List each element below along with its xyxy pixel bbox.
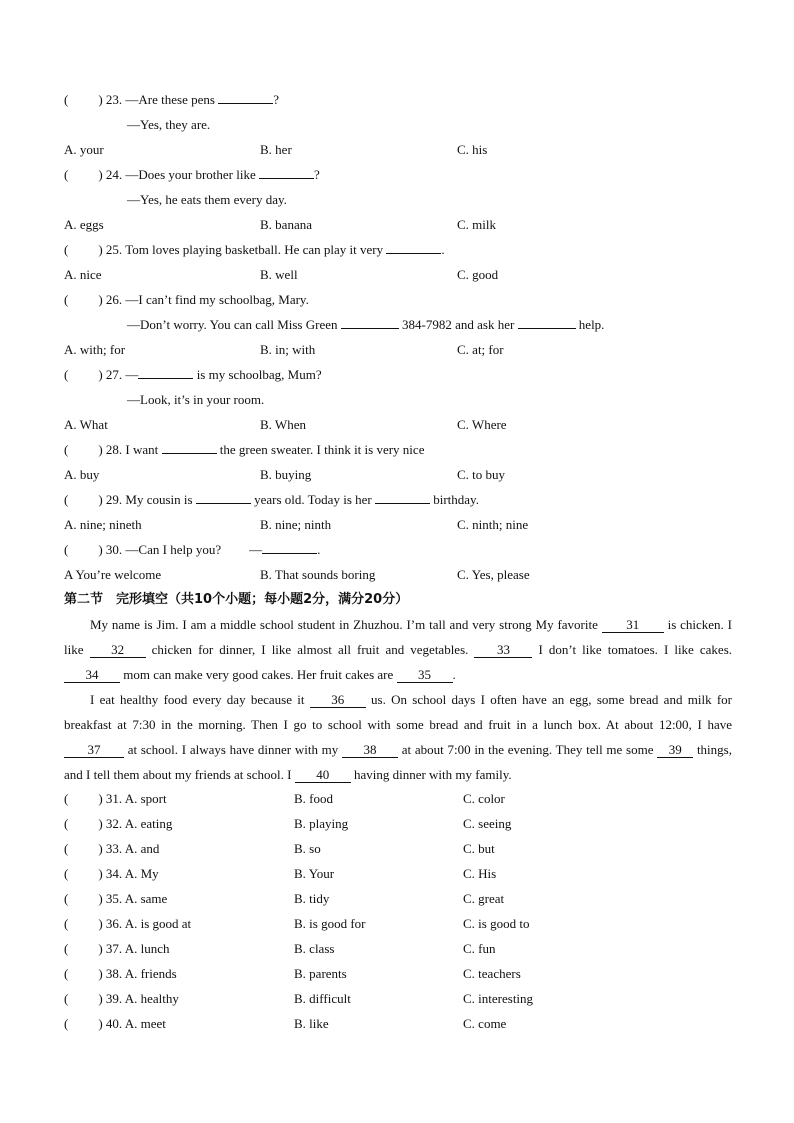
paren: ( xyxy=(64,167,69,182)
passage-text: mom can make very good cakes. Her fruit cakes are xyxy=(120,667,397,682)
option-a[interactable]: A. with; for xyxy=(64,342,126,357)
option-a[interactable]: ) 39. A. healthy xyxy=(98,991,179,1006)
question-text: years old. Today is her xyxy=(254,492,372,507)
cloze-question-35 xyxy=(64,886,732,911)
paren: ( xyxy=(64,891,69,906)
question-suffix: . xyxy=(441,242,445,257)
option-a[interactable]: ) 37. A. lunch xyxy=(98,941,170,956)
option-c[interactable]: C. good xyxy=(457,267,499,282)
option-c[interactable]: C. interesting xyxy=(463,991,534,1006)
option-b[interactable]: B. buying xyxy=(260,467,312,482)
cloze-passage xyxy=(64,612,732,787)
option-b[interactable]: B. so xyxy=(294,841,321,856)
paren: ( xyxy=(64,791,69,806)
option-b[interactable]: B. nine; ninth xyxy=(260,517,332,532)
question-text: ) 29. My cousin is xyxy=(98,492,193,507)
passage-text: at about 7:00 in the evening. They tell me some xyxy=(398,742,658,757)
option-c[interactable]: C. His xyxy=(463,866,497,881)
option-a[interactable]: A. nine; nineth xyxy=(64,517,142,532)
question-23 xyxy=(64,87,732,112)
paren: ( xyxy=(64,866,69,881)
answer-blank[interactable] xyxy=(518,313,576,329)
paren: ( xyxy=(64,916,69,931)
paren: ( xyxy=(64,841,69,856)
option-b[interactable]: B. like xyxy=(294,1016,329,1031)
option-b[interactable]: B. food xyxy=(294,791,333,806)
passage-text: us. On school days I often have an egg, some bread and milk for breakfast at 7:30 in the morning. Then I go to school with some bread and fruit in a lunch box. At about 12:00, I have xyxy=(64,692,732,732)
option-b[interactable]: B. in; with xyxy=(260,342,316,357)
option-c[interactable]: C. come xyxy=(463,1016,507,1031)
answer-blank[interactable] xyxy=(138,363,193,379)
passage-text: I eat healthy food every day because it xyxy=(90,692,310,707)
cloze-question-37 xyxy=(64,936,732,961)
question-suffix: is my schoolbag, Mum? xyxy=(196,367,322,382)
cloze-question-38 xyxy=(64,961,732,986)
cloze-question-40 xyxy=(64,1011,732,1036)
option-c[interactable]: C. color xyxy=(463,791,505,806)
question-26 xyxy=(64,287,732,312)
paren: ( xyxy=(64,542,69,557)
question-suffix: ? xyxy=(314,167,320,182)
blank-32[interactable]: 32 xyxy=(90,642,146,658)
reply-text: —Don’t worry. You can call Miss Green xyxy=(127,317,338,332)
question-29 xyxy=(64,487,732,512)
question-25 xyxy=(64,237,732,262)
option-c[interactable]: C. great xyxy=(463,891,505,906)
option-b[interactable]: B. difficult xyxy=(294,991,351,1006)
answer-blank[interactable] xyxy=(375,488,430,504)
question-suffix: the green sweater. I think it is very nice xyxy=(219,442,425,457)
question-24-reply: —Yes, he eats them every day. xyxy=(127,192,287,207)
option-a[interactable]: ) 35. A. same xyxy=(98,891,168,906)
option-b[interactable]: B. playing xyxy=(294,816,349,831)
option-a[interactable]: ) 38. A. friends xyxy=(98,966,177,981)
question-26-options xyxy=(64,337,732,362)
paren: ( xyxy=(64,816,69,831)
passage-paragraph-2 xyxy=(64,687,732,787)
option-c[interactable]: C. but xyxy=(463,841,495,856)
question-28 xyxy=(64,437,732,462)
option-b[interactable]: B. well xyxy=(260,267,298,282)
blank-36[interactable]: 36 xyxy=(310,692,366,708)
reply-text: help. xyxy=(578,317,605,332)
paren: ( xyxy=(64,492,69,507)
option-c[interactable]: C. teachers xyxy=(463,966,521,981)
passage-text: . xyxy=(452,667,456,682)
question-28-options xyxy=(64,462,732,487)
question-30-options xyxy=(64,562,732,587)
blank-31[interactable]: 31 xyxy=(602,617,664,633)
option-a[interactable]: A. buy xyxy=(64,467,100,482)
question-suffix: birthday. xyxy=(433,492,479,507)
question-27-options xyxy=(64,412,732,437)
option-a[interactable]: ) 32. A. eating xyxy=(98,816,173,831)
question-23-options xyxy=(64,137,732,162)
passage-text: things, and I tell them about my friends at school. I xyxy=(64,742,732,782)
paren: ( xyxy=(64,442,69,457)
option-c[interactable]: C. to buy xyxy=(457,467,506,482)
blank-40[interactable]: 40 xyxy=(295,767,351,783)
passage-text: having dinner with my family. xyxy=(350,767,512,782)
paren: ( xyxy=(64,367,69,382)
answer-blank[interactable] xyxy=(218,88,273,104)
cloze-question-39 xyxy=(64,986,732,1011)
option-b[interactable]: B. parents xyxy=(294,966,347,981)
option-b[interactable]: B. That sounds boring xyxy=(260,567,376,582)
question-24 xyxy=(64,162,732,187)
option-c[interactable]: C. milk xyxy=(457,217,497,232)
blank-38[interactable]: 38 xyxy=(342,742,398,758)
paren: ( xyxy=(64,966,69,981)
option-a[interactable]: ) 33. A. and xyxy=(98,841,160,856)
question-23-reply: —Yes, they are. xyxy=(127,117,211,132)
passage-text: at school. I always have dinner with my xyxy=(124,742,343,757)
answer-blank[interactable] xyxy=(259,163,314,179)
question-25-options xyxy=(64,262,732,287)
question-suffix: ? xyxy=(273,92,279,107)
blank-39[interactable]: 39 xyxy=(657,742,693,758)
option-b[interactable]: B. When xyxy=(260,417,306,432)
option-c[interactable]: C. fun xyxy=(463,941,496,956)
option-c[interactable]: C. Where xyxy=(457,417,507,432)
blank-37[interactable]: 37 xyxy=(64,742,124,758)
passage-paragraph-1 xyxy=(64,612,732,687)
cloze-question-32 xyxy=(64,811,732,836)
option-a[interactable]: ) 40. A. meet xyxy=(98,1016,166,1031)
section-title: 第二节 完形填空（共10个小题；每小题2分，满分20分） xyxy=(64,592,409,607)
passage-text: I don’t like tomatoes. I like cakes. xyxy=(532,642,732,657)
option-c[interactable]: C. ninth; nine xyxy=(457,517,529,532)
cloze-question-36 xyxy=(64,911,732,936)
question-26-reply xyxy=(127,312,737,337)
option-c[interactable]: C. Yes, please xyxy=(457,567,530,582)
option-b[interactable]: B. banana xyxy=(260,217,312,232)
reply-text: 384-7982 and ask her xyxy=(402,317,515,332)
passage-text: is chicken. I like xyxy=(64,617,733,657)
blank-34[interactable]: 34 xyxy=(64,667,120,683)
option-c[interactable]: C. is good to xyxy=(463,916,530,931)
question-27 xyxy=(64,362,732,387)
blank-33[interactable]: 33 xyxy=(474,642,532,658)
question-suffix: . xyxy=(317,542,321,557)
option-a[interactable]: A You’re welcome xyxy=(64,567,162,582)
option-a[interactable]: ) 34. A. My xyxy=(98,866,159,881)
cloze-question-34 xyxy=(64,861,732,886)
question-30 xyxy=(64,537,732,562)
question-text: ) 25. Tom loves playing basketball. He can play it very xyxy=(98,242,384,257)
question-24-options xyxy=(64,212,732,237)
option-a[interactable]: A. What xyxy=(64,417,108,432)
dash: — xyxy=(249,542,263,557)
option-a[interactable]: A. nice xyxy=(64,267,102,282)
question-29-options xyxy=(64,512,732,537)
question-27-reply: —Look, it’s in your room. xyxy=(127,392,265,407)
option-a[interactable]: A. eggs xyxy=(64,217,104,232)
option-a[interactable]: A. your xyxy=(64,142,104,157)
paren: ( xyxy=(64,92,69,107)
option-b[interactable]: B. tidy xyxy=(294,891,330,906)
option-a[interactable]: ) 36. A. is good at xyxy=(98,916,192,931)
option-b[interactable]: B. is good for xyxy=(294,916,366,931)
paren: ( xyxy=(64,991,69,1006)
question-text: ) 23. —Are these pens xyxy=(98,92,215,107)
question-text: ) 24. —Does your brother like xyxy=(98,167,256,182)
answer-blank[interactable] xyxy=(341,313,399,329)
question-text: ) 30. —Can I help you? xyxy=(98,542,222,557)
answer-blank[interactable] xyxy=(196,488,251,504)
option-c[interactable]: C. seeing xyxy=(463,816,512,831)
option-a[interactable]: ) 31. A. sport xyxy=(98,791,167,806)
passage-text: My name is Jim. I am a middle school student in Zhuzhou. I’m tall and very strong My favorite xyxy=(90,617,602,632)
cloze-question-33 xyxy=(64,836,732,861)
paren: ( xyxy=(64,292,69,307)
option-b[interactable]: B. class xyxy=(294,941,335,956)
paren: ( xyxy=(64,941,69,956)
answer-blank[interactable] xyxy=(162,438,217,454)
passage-text: chicken for dinner, I like almost all fruit and vegetables. xyxy=(145,642,475,657)
answer-blank[interactable] xyxy=(262,538,317,554)
option-c[interactable]: C. his xyxy=(457,142,488,157)
paren: ( xyxy=(64,242,69,257)
cloze-question-31 xyxy=(64,786,732,811)
question-text: ) 27. — xyxy=(98,367,139,382)
option-b[interactable]: B. Your xyxy=(294,866,335,881)
question-text: ) 28. I want xyxy=(98,442,159,457)
answer-blank[interactable] xyxy=(386,238,441,254)
option-b[interactable]: B. her xyxy=(260,142,292,157)
question-text: ) 26. —I can’t find my schoolbag, Mary. xyxy=(98,292,309,307)
option-c[interactable]: C. at; for xyxy=(457,342,504,357)
blank-35[interactable]: 35 xyxy=(397,667,453,683)
paren: ( xyxy=(64,1016,69,1031)
